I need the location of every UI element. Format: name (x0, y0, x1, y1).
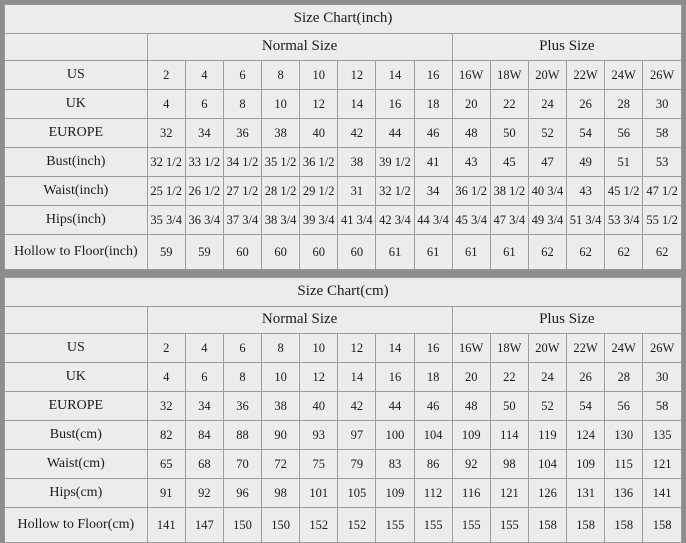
cell-hips-12: 51 3/4 (567, 206, 605, 235)
cell-europe-7: 44 (376, 119, 414, 148)
cell-waist-13: 45 1/2 (605, 177, 643, 206)
cell-waist-1: 65 (147, 450, 185, 479)
table-row (5, 61, 681, 90)
cell-europe-14: 58 (643, 119, 681, 148)
cell-uk-12: 26 (567, 90, 605, 119)
cell-hollow-10: 155 (490, 508, 528, 543)
cell-hollow-13: 62 (605, 235, 643, 270)
table-row (5, 421, 681, 450)
cell-waist-2: 26 1/2 (185, 177, 223, 206)
cell-europe-1: 32 (147, 119, 185, 148)
cell-hips-8: 112 (414, 479, 452, 508)
cell-europe-8: 46 (414, 119, 452, 148)
cell-hips-2: 36 3/4 (185, 206, 223, 235)
cell-bust-10: 114 (490, 421, 528, 450)
table-row (5, 177, 681, 206)
cell-us-2: 4 (185, 334, 223, 363)
cell-hips-11: 49 3/4 (528, 206, 566, 235)
cell-uk-3: 8 (223, 90, 261, 119)
group-normal-size: Normal Size (147, 34, 452, 61)
cell-hips-4: 38 3/4 (262, 206, 300, 235)
cell-waist-1: 25 1/2 (147, 177, 185, 206)
cell-hips-6: 105 (338, 479, 376, 508)
cell-us-12: 22W (567, 61, 605, 90)
chart-title-row (5, 278, 681, 307)
cell-hips-5: 39 3/4 (300, 206, 338, 235)
cell-bust-1: 82 (147, 421, 185, 450)
cell-uk-4: 10 (262, 363, 300, 392)
row-label-europe: EUROPE (5, 392, 147, 421)
cell-europe-6: 42 (338, 119, 376, 148)
cell-uk-10: 22 (490, 90, 528, 119)
cell-bust-6: 38 (338, 148, 376, 177)
row-label-waist: Waist(cm) (5, 450, 147, 479)
cell-hollow-4: 60 (262, 235, 300, 270)
cell-bust-14: 53 (643, 148, 681, 177)
cell-europe-10: 50 (490, 119, 528, 148)
cell-hips-1: 91 (147, 479, 185, 508)
cell-bust-7: 39 1/2 (376, 148, 414, 177)
row-label-us: US (5, 334, 147, 363)
cell-hips-6: 41 3/4 (338, 206, 376, 235)
cell-bust-5: 93 (300, 421, 338, 450)
cell-waist-6: 79 (338, 450, 376, 479)
cell-hollow-13: 158 (605, 508, 643, 543)
cell-uk-5: 12 (300, 90, 338, 119)
table-row (5, 450, 681, 479)
cell-waist-12: 43 (567, 177, 605, 206)
cell-waist-9: 36 1/2 (452, 177, 490, 206)
cell-us-10: 18W (490, 61, 528, 90)
cell-waist-3: 27 1/2 (223, 177, 261, 206)
cell-hips-9: 116 (452, 479, 490, 508)
cell-us-13: 24W (605, 61, 643, 90)
table-row (5, 392, 681, 421)
cell-europe-3: 36 (223, 392, 261, 421)
cell-waist-2: 68 (185, 450, 223, 479)
cell-hollow-5: 60 (300, 235, 338, 270)
cell-us-2: 4 (185, 61, 223, 90)
cell-uk-14: 30 (643, 90, 681, 119)
cell-hips-10: 47 3/4 (490, 206, 528, 235)
cell-waist-9: 92 (452, 450, 490, 479)
cell-hollow-7: 155 (376, 508, 414, 543)
group-normal-size: Normal Size (147, 307, 452, 334)
cell-waist-14: 47 1/2 (643, 177, 681, 206)
cell-hips-2: 92 (185, 479, 223, 508)
cell-hollow-12: 158 (567, 508, 605, 543)
cell-europe-11: 52 (528, 392, 566, 421)
cell-uk-9: 20 (452, 90, 490, 119)
cell-waist-10: 38 1/2 (490, 177, 528, 206)
cell-europe-13: 56 (605, 392, 643, 421)
cell-uk-12: 26 (567, 363, 605, 392)
cell-waist-13: 115 (605, 450, 643, 479)
cell-us-12: 22W (567, 334, 605, 363)
row-label-hollow-to-floor: Hollow to Floor(cm) (5, 508, 147, 543)
cell-us-8: 16 (414, 61, 452, 90)
cell-bust-11: 47 (528, 148, 566, 177)
cell-hollow-6: 152 (338, 508, 376, 543)
cell-bust-7: 100 (376, 421, 414, 450)
table-row (5, 206, 681, 235)
cell-hollow-1: 141 (147, 508, 185, 543)
chart-title: Size Chart(cm) (5, 278, 681, 307)
cell-hollow-14: 62 (643, 235, 681, 270)
cell-hips-5: 101 (300, 479, 338, 508)
cell-us-9: 16W (452, 334, 490, 363)
cell-europe-2: 34 (185, 119, 223, 148)
size-chart-inch-table (5, 5, 681, 269)
table-row (5, 119, 681, 148)
cell-uk-5: 12 (300, 363, 338, 392)
cell-uk-4: 10 (262, 90, 300, 119)
row-label-uk: UK (5, 363, 147, 392)
row-label-bust: Bust(cm) (5, 421, 147, 450)
cell-bust-9: 43 (452, 148, 490, 177)
cell-uk-14: 30 (643, 363, 681, 392)
cell-bust-14: 135 (643, 421, 681, 450)
row-label-hips: Hips(inch) (5, 206, 147, 235)
cell-us-1: 2 (147, 334, 185, 363)
cell-hollow-5: 152 (300, 508, 338, 543)
row-label-hips: Hips(cm) (5, 479, 147, 508)
cell-europe-12: 54 (567, 392, 605, 421)
chart-group-row (5, 34, 681, 61)
cell-europe-1: 32 (147, 392, 185, 421)
cell-waist-7: 83 (376, 450, 414, 479)
cell-hollow-1: 59 (147, 235, 185, 270)
cell-europe-13: 56 (605, 119, 643, 148)
table-row (5, 235, 681, 270)
cell-hips-10: 121 (490, 479, 528, 508)
cell-europe-10: 50 (490, 392, 528, 421)
cell-uk-10: 22 (490, 363, 528, 392)
cell-uk-1: 4 (147, 90, 185, 119)
table-row (5, 479, 681, 508)
cell-uk-7: 16 (376, 363, 414, 392)
cell-europe-9: 48 (452, 119, 490, 148)
cell-hips-13: 53 3/4 (605, 206, 643, 235)
cell-us-13: 24W (605, 334, 643, 363)
table-row (5, 90, 681, 119)
cell-waist-14: 121 (643, 450, 681, 479)
cell-waist-4: 72 (262, 450, 300, 479)
cell-europe-4: 38 (262, 119, 300, 148)
cell-hips-12: 131 (567, 479, 605, 508)
cell-bust-8: 41 (414, 148, 452, 177)
cell-us-4: 8 (262, 334, 300, 363)
cell-hips-11: 126 (528, 479, 566, 508)
row-label-europe: EUROPE (5, 119, 147, 148)
cell-us-1: 2 (147, 61, 185, 90)
cell-bust-12: 49 (567, 148, 605, 177)
cell-uk-1: 4 (147, 363, 185, 392)
cell-hollow-4: 150 (262, 508, 300, 543)
cell-us-6: 12 (338, 61, 376, 90)
cell-hollow-8: 155 (414, 508, 452, 543)
size-chart-cm-table (5, 278, 681, 542)
cell-hollow-10: 61 (490, 235, 528, 270)
cell-europe-12: 54 (567, 119, 605, 148)
cell-europe-7: 44 (376, 392, 414, 421)
cell-us-8: 16 (414, 334, 452, 363)
cell-waist-4: 28 1/2 (262, 177, 300, 206)
group-plus-size: Plus Size (452, 307, 681, 334)
cell-hollow-11: 62 (528, 235, 566, 270)
cell-bust-3: 34 1/2 (223, 148, 261, 177)
cell-bust-8: 104 (414, 421, 452, 450)
cell-hips-8: 44 3/4 (414, 206, 452, 235)
group-blank (5, 307, 147, 334)
cell-hollow-8: 61 (414, 235, 452, 270)
size-chart-inch (4, 4, 682, 270)
cell-hips-3: 37 3/4 (223, 206, 261, 235)
cell-bust-3: 88 (223, 421, 261, 450)
table-row (5, 148, 681, 177)
cell-hollow-11: 158 (528, 508, 566, 543)
cell-us-4: 8 (262, 61, 300, 90)
cell-bust-13: 51 (605, 148, 643, 177)
cell-bust-2: 33 1/2 (185, 148, 223, 177)
cell-hips-14: 55 1/2 (643, 206, 681, 235)
chart-title: Size Chart(inch) (5, 5, 681, 34)
cell-hollow-12: 62 (567, 235, 605, 270)
cell-uk-11: 24 (528, 90, 566, 119)
row-label-waist: Waist(inch) (5, 177, 147, 206)
group-blank (5, 34, 147, 61)
cell-uk-13: 28 (605, 363, 643, 392)
cell-uk-2: 6 (185, 363, 223, 392)
table-row (5, 363, 681, 392)
cell-hollow-9: 61 (452, 235, 490, 270)
cell-uk-8: 18 (414, 90, 452, 119)
cell-hips-13: 136 (605, 479, 643, 508)
cell-europe-14: 58 (643, 392, 681, 421)
chart-title-row (5, 5, 681, 34)
cell-uk-7: 16 (376, 90, 414, 119)
cell-uk-11: 24 (528, 363, 566, 392)
cell-europe-11: 52 (528, 119, 566, 148)
cell-us-10: 18W (490, 334, 528, 363)
cell-waist-5: 29 1/2 (300, 177, 338, 206)
cell-bust-10: 45 (490, 148, 528, 177)
cell-bust-6: 97 (338, 421, 376, 450)
cell-europe-4: 38 (262, 392, 300, 421)
cell-waist-7: 32 1/2 (376, 177, 414, 206)
cell-hollow-6: 60 (338, 235, 376, 270)
table-row (5, 334, 681, 363)
cell-us-11: 20W (528, 61, 566, 90)
cell-uk-3: 8 (223, 363, 261, 392)
cell-europe-3: 36 (223, 119, 261, 148)
chart-group-row (5, 307, 681, 334)
cell-hollow-2: 59 (185, 235, 223, 270)
cell-us-5: 10 (300, 61, 338, 90)
cell-hollow-9: 155 (452, 508, 490, 543)
cell-us-11: 20W (528, 334, 566, 363)
cell-waist-8: 34 (414, 177, 452, 206)
size-chart-cm (4, 277, 682, 543)
cell-hips-14: 141 (643, 479, 681, 508)
cell-europe-9: 48 (452, 392, 490, 421)
cell-waist-11: 104 (528, 450, 566, 479)
cell-waist-5: 75 (300, 450, 338, 479)
cell-us-7: 14 (376, 61, 414, 90)
row-label-bust: Bust(inch) (5, 148, 147, 177)
cell-europe-2: 34 (185, 392, 223, 421)
cell-bust-2: 84 (185, 421, 223, 450)
cell-europe-5: 40 (300, 119, 338, 148)
cell-waist-10: 98 (490, 450, 528, 479)
cell-waist-3: 70 (223, 450, 261, 479)
cell-waist-12: 109 (567, 450, 605, 479)
cell-hips-7: 42 3/4 (376, 206, 414, 235)
cell-hips-9: 45 3/4 (452, 206, 490, 235)
row-label-hollow-to-floor: Hollow to Floor(inch) (5, 235, 147, 270)
cell-bust-13: 130 (605, 421, 643, 450)
table-row (5, 508, 681, 543)
cell-uk-13: 28 (605, 90, 643, 119)
cell-us-9: 16W (452, 61, 490, 90)
row-label-uk: UK (5, 90, 147, 119)
cell-us-3: 6 (223, 334, 261, 363)
cell-bust-4: 90 (262, 421, 300, 450)
cell-hips-3: 96 (223, 479, 261, 508)
cell-uk-8: 18 (414, 363, 452, 392)
cell-uk-2: 6 (185, 90, 223, 119)
cell-hollow-2: 147 (185, 508, 223, 543)
row-label-us: US (5, 61, 147, 90)
cell-hollow-7: 61 (376, 235, 414, 270)
cell-uk-9: 20 (452, 363, 490, 392)
cell-us-14: 26W (643, 334, 681, 363)
cell-us-3: 6 (223, 61, 261, 90)
cell-bust-12: 124 (567, 421, 605, 450)
cell-us-14: 26W (643, 61, 681, 90)
cell-waist-6: 31 (338, 177, 376, 206)
cell-waist-11: 40 3/4 (528, 177, 566, 206)
cell-hollow-3: 60 (223, 235, 261, 270)
cell-europe-8: 46 (414, 392, 452, 421)
cell-bust-11: 119 (528, 421, 566, 450)
cell-uk-6: 14 (338, 363, 376, 392)
cell-hollow-14: 158 (643, 508, 681, 543)
cell-bust-9: 109 (452, 421, 490, 450)
cell-bust-5: 36 1/2 (300, 148, 338, 177)
cell-hollow-3: 150 (223, 508, 261, 543)
cell-europe-5: 40 (300, 392, 338, 421)
cell-waist-8: 86 (414, 450, 452, 479)
cell-bust-1: 32 1/2 (147, 148, 185, 177)
cell-europe-6: 42 (338, 392, 376, 421)
cell-hips-4: 98 (262, 479, 300, 508)
cell-hips-1: 35 3/4 (147, 206, 185, 235)
cell-bust-4: 35 1/2 (262, 148, 300, 177)
cell-hips-7: 109 (376, 479, 414, 508)
group-plus-size: Plus Size (452, 34, 681, 61)
cell-us-5: 10 (300, 334, 338, 363)
cell-us-6: 12 (338, 334, 376, 363)
cell-uk-6: 14 (338, 90, 376, 119)
cell-us-7: 14 (376, 334, 414, 363)
